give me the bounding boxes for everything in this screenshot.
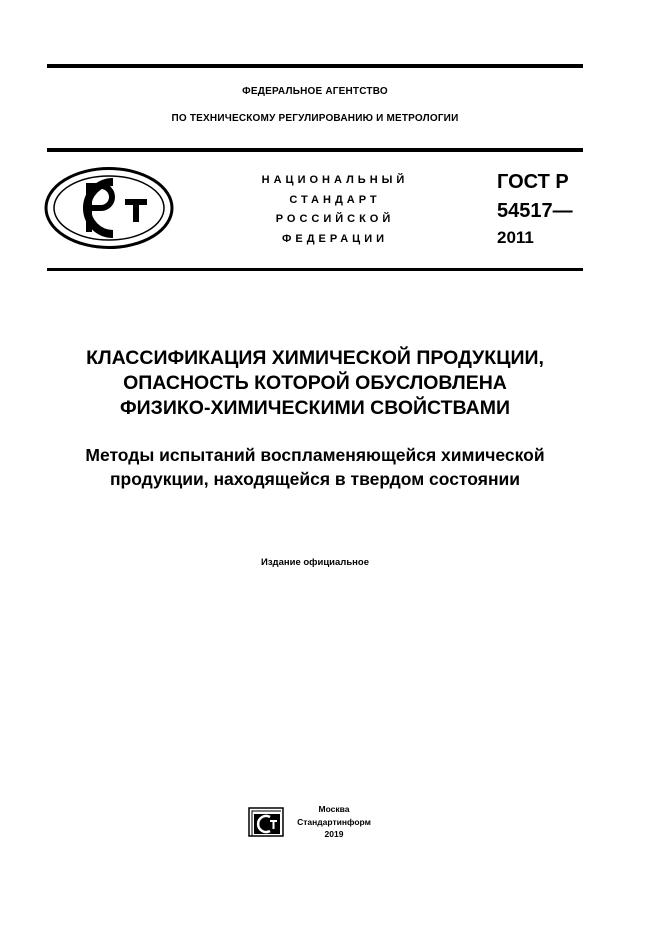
subtitle-line2: продукции, находящейся в твердом состоянии [109, 469, 521, 489]
edition-note: Издание официальное [261, 557, 369, 568]
standard-type-block [230, 171, 440, 249]
imprint [288, 803, 380, 841]
standard-designation [497, 168, 573, 250]
standartinform-logo-icon [248, 806, 288, 838]
designation-line1: ГОСТ Р [497, 171, 569, 193]
imprint-year: 2019 [324, 829, 344, 839]
standard-type-line4: ФЕДЕРАЦИИ [281, 232, 389, 245]
agency-name-line2: ПО ТЕХНИЧЕСКОМУ РЕГУЛИРОВАНИЮ И МЕТРОЛОГИИ [171, 113, 459, 124]
rst-certification-mark-icon [43, 166, 175, 250]
title-line1: КЛАССИФИКАЦИЯ ХИМИЧЕСКОЙ ПРОДУКЦИИ, [86, 347, 544, 369]
agency-name-line1: ФЕДЕРАЛЬНОЕ АГЕНТСТВО [242, 86, 388, 97]
document-subtitle [30, 443, 600, 491]
title-line2: ОПАСНОСТЬ КОТОРОЙ ОБУСЛОВЛЕНА [123, 372, 507, 394]
designation-year: 2011 [497, 228, 534, 247]
designation-line2: 54517— [497, 200, 573, 222]
standard-type-line1: НАЦИОНАЛЬНЫЙ [261, 174, 409, 186]
middle-rule [47, 148, 583, 152]
standard-type-line3: РОССИЙСКОЙ [275, 213, 395, 225]
imprint-publisher: Стандартинформ [297, 816, 371, 827]
title-line3: ФИЗИКО-ХИМИЧЕСКИМИ СВОЙСТВАМИ [120, 397, 510, 419]
bottom-rule [47, 268, 583, 271]
top-rule [47, 64, 583, 68]
standard-type-line2: СТАНДАРТ [289, 193, 381, 206]
subtitle-line1: Методы испытаний воспламеняющейся химической [85, 445, 545, 465]
imprint-city: Москва [318, 804, 350, 814]
document-title [30, 346, 600, 421]
